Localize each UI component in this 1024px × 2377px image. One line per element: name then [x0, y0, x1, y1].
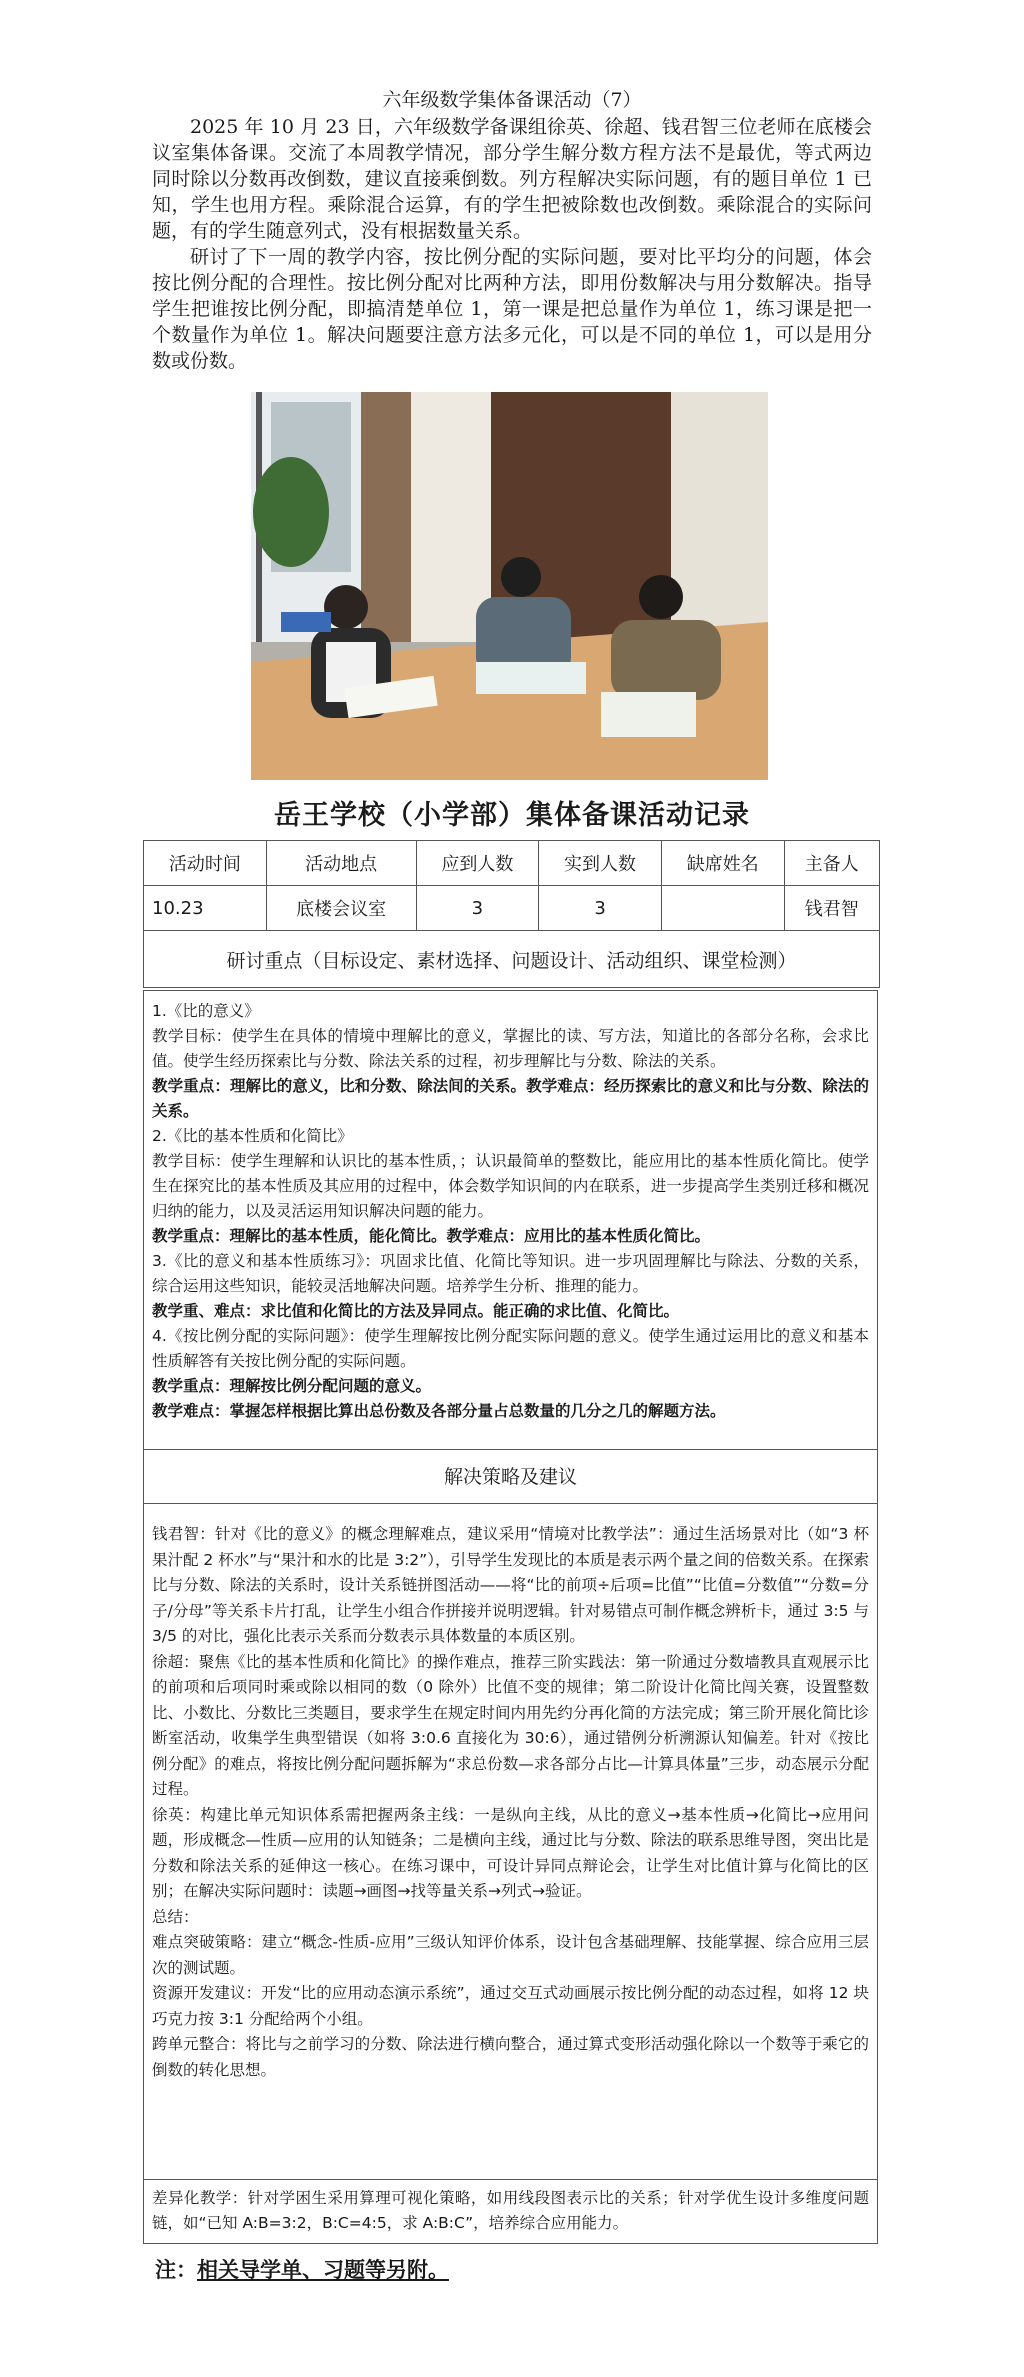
note-text: 相关导学单、习题等另附。 [197, 2258, 449, 2282]
lesson-line: 3.《比的意义和基本性质练习》：巩固求比值、化简比等知识。进一步巩固理解比与除法、分数的关系，综合运用这些知识，能较灵活地解决问题。培养学生分析、推理的能力。 [152, 1252, 869, 1295]
document-title: 六年级数学集体备课活动（7） [382, 89, 642, 111]
table-cell-absent [661, 886, 784, 931]
table-cell-attended: 3 [539, 886, 662, 931]
solution-paragraph: 总结： [152, 1907, 199, 1926]
solution-paragraph: 钱君智：针对《比的意义》的概念理解难点，建议采用“情境对比教学法”：通过生活场景对比（如“3 杯果汁配 2 杯水”与“果汁和水的比是 3:2”），引导学生发现比的本质是表示两个量之间的倍数关系。在探索比与分数、除法的关系时，设计关系链拼图活动——将“比的前项÷后项=比值”“比值=分数值”“分数=分子/分母”等关系卡片打乱，让学生小组合作拼接并说明逻辑。针对易错点可制作概念辨析卡，通过 3:5 与 3/5 的对比，强化比表示关系而分数表示具体数量的本质区别。 [152, 1525, 869, 1645]
table-cell-lead: 钱君智 [784, 886, 879, 931]
table-header-cell: 活动地点 [266, 841, 416, 886]
solution-paragraph: 徐英：构建比单元知识体系需把握两条主线：一是纵向主线，从比的意义→基本性质→化简比→应用问题，形成概念—性质—应用的认知链条；二是横向主线，通过比与分数、除法的联系思维导图，突出比是分数和除法关系的延伸这一核心。在练习课中，可设计异同点辩论会，让学生对比值计算与化简比的区别；在解决实际问题时：读题→画图→找等量关系→列式→验证。 [152, 1805, 869, 1900]
lesson-line: 2.《比的基本性质和化简比》 [152, 1127, 353, 1145]
solutions-heading: 解决策略及建议 [143, 1450, 878, 1504]
solution-paragraph: 资源开发建议：开发“比的应用动态演示系统”，通过交互式动画展示按比例分配的动态过程，如将 12 块巧克力按 3:1 分配给两个小组。 [152, 1984, 869, 2028]
table-cell-location: 底楼会议室 [266, 886, 416, 931]
lesson-key-line: 教学重点：理解比的基本性质，能化简比。教学难点：应用比的基本性质化简比。 [152, 1227, 711, 1245]
solution-paragraph: 跨单元整合：将比与之前学习的分数、除法进行横向整合，通过算式变形活动强化除以一个数等于乘它的倒数的转化思想。 [152, 2035, 869, 2079]
attachment-note [155, 2254, 449, 2284]
table-cell-time: 10.23 [144, 886, 267, 931]
solutions-section [143, 1504, 878, 2180]
record-table [143, 840, 880, 988]
table-header-cell: 活动时间 [144, 841, 267, 886]
lesson-line: 教学目标：使学生在具体的情境中理解比的意义，掌握比的读、写方法，知道比的各部分名称，会求比值。使学生经历探索比与分数、除法关系的过程，初步理解比与分数、除法的关系。 [152, 1027, 869, 1070]
lessons-section [143, 990, 878, 1450]
lesson-line: 1.《比的意义》 [152, 1002, 260, 1020]
table-row [144, 886, 880, 931]
meeting-photo [251, 392, 768, 780]
table-cell-expected: 3 [416, 886, 539, 931]
lesson-key-line: 教学重点：理解按比例分配问题的意义。 [152, 1377, 432, 1395]
table-header-cell: 主备人 [784, 841, 879, 886]
table-header-row [144, 841, 880, 886]
lesson-line: 4.《按比例分配的实际问题》：使学生理解按比例分配实际问题的意义。使学生通过运用比的意义和基本性质解答有关按比例分配的实际问题。 [152, 1327, 869, 1370]
note-prefix: 注： [155, 2258, 197, 2282]
table-header-cell: 实到人数 [539, 841, 662, 886]
focus-heading: 研讨重点（目标设定、素材选择、问题设计、活动组织、课堂检测） [144, 931, 880, 988]
paragraph-summary: 2025 年 10 月 23 日，六年级数学备课组徐英、徐超、钱君智三位老师在底楼会议室集体备课。交流了本周教学情况，部分学生解分数方程方法不是最优，等式两边同时除以分数再改倒数，建议直接乘倒数。列方程解决实际问题，有的题目单位 1 已知，学生也用方程。乘除混合运算，有的学生把被除数也改倒数。乘除混合的实际问题，有的学生随意列式，没有根据数量关系。 [152, 116, 872, 242]
differentiation-section [143, 2180, 878, 2244]
lesson-key-line: 教学重点：理解比的意义，比和分数、除法间的关系。教学难点：经历探索比的意义和比与分数、除法的关系。 [152, 1077, 869, 1120]
differentiation-text: 差异化教学：针对学困生采用算理可视化策略，如用线段图表示比的关系；针对学优生设计多维度问题链，如“已知 A:B=3:2，B:C=4:5，求 A:B:C”，培养综合应用能力。 [152, 2189, 869, 2232]
solution-paragraph: 难点突破策略：建立“概念-性质-应用”三级认知评价体系，设计包含基础理解、技能掌握、综合应用三层次的测试题。 [152, 1933, 869, 1977]
report-header [152, 86, 872, 374]
lesson-key-line: 教学重、难点：求比值和化简比的方法及异同点。能正确的求比值、化简比。 [152, 1302, 680, 1320]
table-header-cell: 缺席姓名 [661, 841, 784, 886]
table-header-cell: 应到人数 [416, 841, 539, 886]
solution-paragraph: 徐超：聚焦《比的基本性质和化简比》的操作难点，推荐三阶实践法：第一阶通过分数墙教具直观展示比的前项和后项同时乘或除以相同的数（0 除外）比值不变的规律；第二阶设计化简比闯关赛，设置整数比、小数比、分数比三类题目，要求学生在规定时间内用先约分再化简的方法完成；第三阶开展化简比诊断室活动，收集学生典型错误（如将 3:0.6 直接化为 30:6），通过错例分析溯源认知偏差。针对《按比例分配》的难点，将按比例分配问题拆解为“求总份数—求各部分占比—计算具体量”三步，动态展示分配过程。 [152, 1652, 869, 1798]
paragraph-discussion: 研讨了下一周的教学内容，按比例分配的实际问题，要对比平均分的问题，体会按比例分配的合理性。按比例分配对比两种方法，即用份数解决与用分数解决。指导学生把谁按比例分配，即搞清楚单位 1，第一课是把总量作为单位 1，练习课是把一个数量作为单位 1。解决问题要注意方法多元化，可以是不同的单位 1，可以是用分数或份数。 [152, 246, 872, 372]
lesson-key-line: 教学难点：掌握怎样根据比算出总份数及各部分量占总数量的几分之几的解题方法。 [152, 1402, 726, 1420]
focus-row [144, 931, 880, 988]
lesson-line: 教学目标：使学生理解和认识比的基本性质，；认识最简单的整数比，能应用比的基本性质化简比。使学生在探究比的基本性质及其应用的过程中，体会数学知识间的内在联系，进一步提高学生类别迁移和概况归纳的能力，以及灵活运用知识解决问题的能力。 [152, 1152, 869, 1220]
record-title: 岳王学校（小学部）集体备课活动记录 [274, 800, 750, 831]
